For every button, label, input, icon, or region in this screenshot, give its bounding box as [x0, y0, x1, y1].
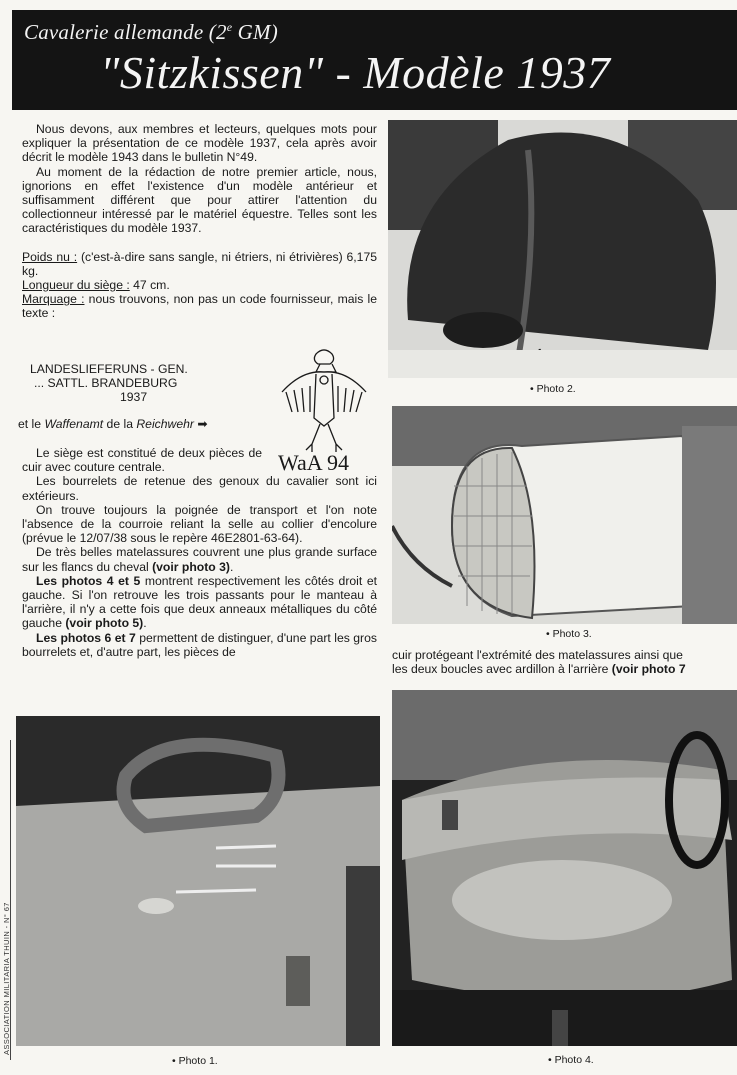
photo-1-image — [16, 716, 380, 1046]
paragraph-context: Au moment de la rédaction de notre premier article, nous, ignorions en effet l'existence d'un modèle antérieur et suffisamment différent que pour attirer l'attention du collectionneur intéressé par le matériel équestre. Telles sont les caractéristiques du modèle 1937. — [22, 164, 377, 236]
photo-3-image — [392, 406, 737, 624]
section-kicker: Cavalerie allemande (2e GM) — [24, 20, 278, 44]
paragraph-padding: De très belles matelassures couvrent une plus grande surface sur les flancs du cheval (voir photo 3). — [22, 545, 377, 574]
photo-4 — [392, 690, 737, 1046]
paragraph-handle: On trouve toujours la poignée de transport et l'on note l'absence de la courroie reliant la selle au collier d'encolure (prévue le 12/07/38 sous le repère 46E2801-63-64). — [22, 502, 377, 546]
paragraph-knee-rolls: Les bourrelets de retenue des genoux du cavalier sont ici extérieurs. — [22, 474, 377, 503]
photo-4-image — [392, 690, 737, 1046]
paragraph-intro: Nous devons, aux membres et lecteurs, quelques mots pour expliquer la présentation de ce modèle 1937, cela après avoir décrit le modèle 1943 dans le bulletin N°49. — [22, 122, 377, 165]
title-banner — [12, 10, 737, 110]
photo-1 — [16, 716, 380, 1046]
paragraph-construction: Le siège est constitué de deux pièces de cuir avec couture centrale. — [22, 446, 262, 475]
caption-photo-3: • Photo 3. — [546, 628, 592, 640]
continuation-line-2: les deux boucles avec ardillon à l'arrière (voir photo 7 — [392, 662, 686, 677]
maker-address: LANDESLIEFERUNS - GEN. ... SATTL. BRANDEBURG 1937 — [30, 362, 188, 405]
photo-3 — [392, 406, 737, 624]
publication-sidebar: ASSOCIATION MILITARIA THUIN - N° 67 — [2, 902, 11, 1055]
caption-photo-2: • Photo 2. — [530, 383, 576, 395]
paragraph-photos-6-7: Les photos 6 et 7 permettent de distinguer, d'une part les gros bourrelets et, d'autre part, les pièces de — [22, 630, 377, 659]
caption-photo-1: • Photo 1. — [172, 1055, 218, 1067]
photo-2 — [388, 120, 737, 378]
spec-weight: Poids nu : (c'est-à-dire sans sangle, ni étriers, ni étrivières) 6,175 kg. — [22, 249, 377, 278]
spec-length: Longueur du siège : 47 cm. — [22, 278, 170, 293]
article-column-lower — [22, 446, 377, 659]
article-title: "Sitzkissen" - Modèle 1937 — [100, 47, 611, 98]
waffenamt-code: WaA 94 — [278, 450, 349, 475]
photo-2-image — [388, 120, 737, 378]
spec-marking: Marquage : nous trouvons, non pas un code fournisseur, mais le texte : — [22, 292, 377, 321]
waffenamt-line: et le Waffenamt de la Reichwehr ➡ — [18, 417, 208, 431]
caption-photo-4: • Photo 4. — [548, 1054, 594, 1066]
paragraph-photos-4-5: Les photos 4 et 5 montrent respectivement les côtés droit et gauche. Si l'on retrouve les trois passants pour le manteau à l'arrière, il n'y a cette fois que deux anneaux métalliques du côté gauche (voir photo 5). — [22, 573, 377, 631]
article-column-upper — [22, 122, 377, 321]
article-continuation: cuir protégeant l'extrémité des matelassures ainsi que les deux boucles avec ardillon à l'arrière (voir photo 7 — [392, 648, 737, 676]
